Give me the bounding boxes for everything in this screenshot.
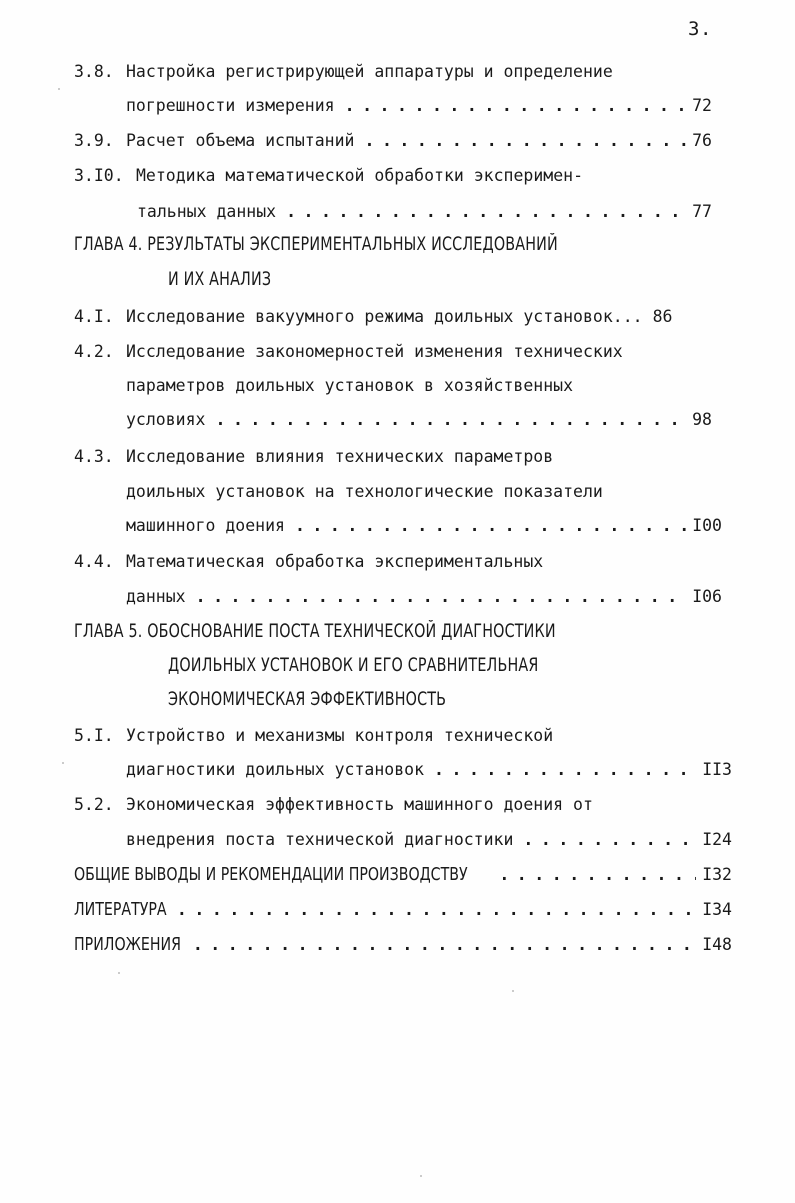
toc-title: ОБЩИЕ ВЫВОДЫ И РЕКОМЕНДАЦИИ ПРОИЗВОДСТВУ bbox=[74, 865, 468, 885]
toc-number: 3.I0. bbox=[74, 166, 124, 185]
toc-entry-4-4-line1 bbox=[74, 548, 543, 576]
toc-entry-4-1 bbox=[74, 303, 712, 331]
toc-title: Математическая обработка экспериментальных bbox=[126, 552, 544, 571]
toc-title: внедрения поста технической диагностики bbox=[126, 830, 514, 849]
scan-speck bbox=[118, 972, 120, 974]
chapter-title: ЭКОНОМИЧЕСКАЯ ЭФФЕКТИВНОСТЬ bbox=[168, 689, 447, 710]
toc-entry-conclusions bbox=[74, 861, 732, 889]
toc-number: 4.2. bbox=[74, 342, 114, 361]
toc-entry-5-2-line2 bbox=[126, 826, 732, 854]
toc-title: Исследование вакуумного режима доильных установок... bbox=[126, 307, 643, 326]
toc-entry-5-2-line1 bbox=[74, 791, 593, 819]
toc-entry-4-2-line1 bbox=[74, 338, 623, 366]
chapter-label: ГЛАВА 5. bbox=[74, 621, 143, 642]
toc-number: 3.8. bbox=[74, 62, 114, 81]
toc-entry-4-2-line3 bbox=[126, 406, 712, 434]
toc-title: Методика математической обработки эксперимен- bbox=[136, 166, 584, 185]
toc-title: Исследование влияния технических параметров bbox=[126, 447, 554, 466]
dot-leader bbox=[177, 896, 696, 924]
dot-leader bbox=[286, 198, 686, 226]
toc-title: Настройка регистрирующей аппаратуры и определение bbox=[126, 62, 613, 81]
chapter-title: ДОИЛЬНЫХ УСТАНОВОК И ЕГО СРАВНИТЕЛЬНАЯ bbox=[168, 655, 539, 676]
toc-title: доильных установок на технологические показатели bbox=[126, 482, 603, 501]
toc-page: 76 bbox=[692, 131, 712, 150]
chapter-label: ГЛАВА 4. bbox=[74, 234, 143, 255]
toc-page: I06 bbox=[692, 587, 722, 606]
dot-leader bbox=[215, 406, 686, 434]
toc-title: Экономическая эффективность машинного доения от bbox=[126, 795, 593, 814]
toc-title: данных bbox=[126, 587, 186, 606]
toc-number: 5.2. bbox=[74, 795, 114, 814]
toc-title: диагностики доильных установок bbox=[126, 760, 425, 779]
toc-title: погрешности измерения bbox=[126, 96, 335, 115]
chapter-4-heading bbox=[74, 231, 558, 259]
dot-leader bbox=[345, 92, 687, 120]
toc-entry-appendices bbox=[74, 931, 732, 959]
toc-entry-3-10-line2 bbox=[137, 198, 712, 226]
toc-number: 4.I. bbox=[74, 307, 114, 326]
toc-entry-3-10-line1 bbox=[74, 162, 583, 190]
toc-number: 3.9. bbox=[74, 131, 114, 150]
toc-page: 72 bbox=[692, 96, 712, 115]
toc-entry-5-1-line2 bbox=[126, 756, 732, 784]
chapter-title: ОБОСНОВАНИЕ ПОСТА ТЕХНИЧЕСКОЙ ДИАГНОСТИКИ bbox=[147, 621, 556, 642]
chapter-5-heading bbox=[74, 618, 556, 646]
toc-page: I34 bbox=[702, 900, 732, 919]
chapter-5-heading-line3 bbox=[168, 686, 446, 714]
dot-leader bbox=[523, 826, 696, 854]
toc-page: I00 bbox=[692, 516, 722, 535]
dot-leader bbox=[295, 512, 686, 540]
toc-title: тальных данных bbox=[137, 202, 277, 221]
toc-title: машинного доения bbox=[126, 516, 285, 535]
chapter-title: РЕЗУЛЬТАТЫ ЭКСПЕРИМЕНТАЛЬНЫХ ИССЛЕДОВАНИЙ bbox=[147, 234, 558, 255]
toc-page: 86 bbox=[652, 307, 673, 326]
toc-title: условиях bbox=[126, 410, 206, 429]
toc-title: Расчет объема испытаний bbox=[126, 131, 355, 150]
toc-page: I24 bbox=[702, 830, 732, 849]
dot-leader bbox=[499, 861, 696, 889]
toc-entry-4-2-line2 bbox=[126, 372, 573, 400]
toc-number: 4.3. bbox=[74, 447, 114, 466]
dot-leader bbox=[434, 756, 696, 784]
toc-page: 98 bbox=[692, 410, 712, 429]
toc-title: Исследование закономерностей изменения технических bbox=[126, 342, 623, 361]
scan-speck bbox=[512, 990, 514, 992]
toc-entry-4-3-line1 bbox=[74, 443, 553, 471]
dot-leader bbox=[193, 931, 696, 959]
toc-entry-4-3-line2 bbox=[126, 478, 603, 506]
toc-title: ПРИЛОЖЕНИЯ bbox=[74, 935, 181, 955]
toc-entry-5-1-line1 bbox=[74, 722, 553, 750]
toc-entry-3-8-line1 bbox=[74, 58, 613, 86]
toc-page: I48 bbox=[702, 935, 732, 954]
scan-speck bbox=[58, 88, 60, 90]
scan-speck bbox=[420, 1175, 422, 1177]
toc-title: параметров доильных установок в хозяйственных bbox=[126, 376, 574, 395]
toc-page: I32 bbox=[702, 865, 732, 884]
toc-title: Устройство и механизмы контроля технической bbox=[126, 726, 554, 745]
dot-leader bbox=[364, 127, 686, 155]
page-number: 3. bbox=[688, 18, 712, 40]
toc-entry-3-8-line2 bbox=[126, 92, 712, 120]
toc-number: 5.I. bbox=[74, 726, 114, 745]
toc-title: ЛИТЕРАТУРА bbox=[74, 900, 167, 920]
chapter-title: И ИХ АНАЛИЗ bbox=[168, 269, 272, 290]
toc-entry-4-4-line2 bbox=[126, 583, 722, 611]
toc-page: II3 bbox=[702, 760, 732, 779]
dot-leader bbox=[196, 583, 687, 611]
scan-speck bbox=[62, 762, 64, 764]
toc-entry-4-3-line3 bbox=[126, 512, 722, 540]
chapter-5-heading-line2 bbox=[168, 652, 539, 680]
toc-entry-3-9 bbox=[74, 127, 712, 155]
toc-number: 4.4. bbox=[74, 552, 114, 571]
chapter-4-heading-line2 bbox=[168, 266, 271, 294]
toc-entry-literature bbox=[74, 896, 732, 924]
toc-page: 77 bbox=[692, 202, 712, 221]
